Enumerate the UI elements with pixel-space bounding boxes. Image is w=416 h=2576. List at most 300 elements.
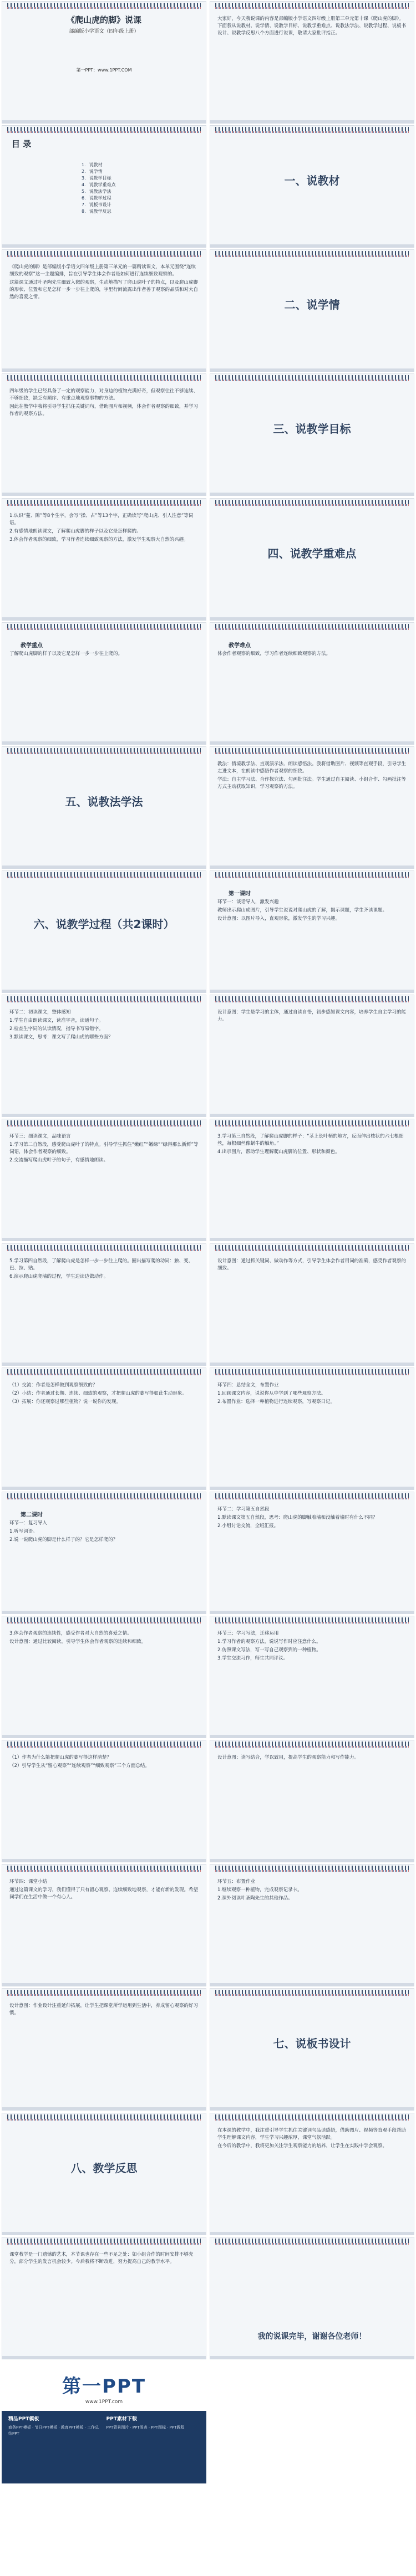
- binding-stripes: [7, 7, 201, 9]
- paragraph: 1.默读课文第五自然段，思考：爬山虎的脚触着墙和没触着墙时有什么不同？: [217, 1514, 378, 1520]
- paragraph: 2.交流描写爬山虎叶子的句子，有感情地朗读。: [9, 1158, 109, 1164]
- slide-14[interactable]: [210, 746, 414, 869]
- paragraph: 1.学习作者的观察方法，说说写作时应注意什么。: [217, 1638, 321, 1645]
- binding-rings: [7, 1866, 201, 1870]
- slide-footer-bar: [210, 990, 414, 993]
- slide-footer-bar: [210, 2356, 414, 2359]
- section-heading: 七、说板书设计: [273, 2037, 351, 2051]
- binding-stripes: [7, 1622, 201, 1624]
- paragraph: 1.认识“蔓、隙”等8个生字，会写“操、占”等13个字，正确读写“爬山虎、引人注意”等词语。: [9, 513, 194, 526]
- paragraph: （2）小结：作者通过长期、连续、细致的观察，才把爬山虎的脚写得如此生动形象。: [9, 1390, 187, 1396]
- slide-content: [217, 139, 407, 242]
- slide-footer-bar: [2, 1487, 206, 1490]
- paragraph: 在今后的教学中，我将更加关注学生观察能力的培养，让学生在实践中学会观察。: [217, 2143, 388, 2149]
- paragraph: 了解爬山虎脚的样子以及它是怎样一步一步往上爬的。: [9, 651, 123, 657]
- binding-rings: [7, 872, 201, 877]
- slide-12[interactable]: [210, 622, 414, 745]
- paragraph: 5.学习第四自然段，了解爬山虎是怎样一步一步往上爬的。圈出描写爬的动词：触、变、巴、拉、贴。: [9, 1258, 194, 1271]
- slide-content: [9, 2001, 199, 2105]
- slide-25[interactable]: [2, 1492, 206, 1614]
- binding-stripes: [215, 752, 409, 754]
- slide-7[interactable]: [2, 373, 206, 496]
- slide-subtitle: 部编版小学语文（四年级上册）: [69, 29, 139, 34]
- binding-rings: [215, 127, 409, 131]
- paragraph: 2.有感情地朗读课文，了解爬山虎脚的样子以及它是怎样爬的。: [9, 528, 141, 534]
- binding-rings: [215, 1742, 409, 1746]
- paragraph: 环节五：布置作业: [217, 1879, 256, 1885]
- slide-footer-bar: [210, 1363, 414, 1366]
- slide-footer-bar: [210, 2107, 414, 2111]
- binding-stripes: [7, 131, 201, 133]
- slide-29[interactable]: [2, 1740, 206, 1862]
- slide-content: [217, 1381, 407, 1484]
- slide-11[interactable]: [2, 622, 206, 745]
- binding-rings: [215, 748, 409, 752]
- slide-footer-bar: [210, 1859, 414, 1862]
- brand-column-title: PPT素材下载: [106, 2416, 137, 2422]
- slide-content: [217, 14, 407, 118]
- slide-30[interactable]: [210, 1740, 414, 1862]
- binding-stripes: [215, 1498, 409, 1499]
- binding-stripes: [215, 2119, 409, 2121]
- slide-content: [217, 636, 407, 739]
- slide-content: [217, 511, 407, 615]
- slide-17[interactable]: [2, 995, 206, 1117]
- paragraph: 1.学生自由朗读课文，读准字音，读通句子。: [9, 1018, 104, 1024]
- paragraph: 学法：自主学习法、合作探究法、勾画批注法。学生通过自主阅读、小组合作、勾画批注等方式主动获取知识，学习观察的方法。: [217, 776, 407, 790]
- slide-content: [9, 263, 199, 366]
- paragraph: 这篇课文通过叶圣陶先生细致入微的观察，生动地描写了爬山虎叶子的特点，以及爬山虎脚的形状、位置和它是怎样一步一步往上爬的，字里行间流露出作者善于观察的品质和对大自然的喜爱之情。: [9, 280, 199, 300]
- slide-19[interactable]: [2, 1119, 206, 1241]
- binding-rings: [215, 1493, 409, 1498]
- toc-item-label: 说教法学法: [89, 189, 111, 194]
- slide-13[interactable]: [2, 746, 206, 869]
- paragraph: 环节一：复习导入: [9, 1520, 48, 1526]
- slide-content: [217, 1629, 407, 1733]
- toc-item-label: 说教学过程: [89, 196, 111, 201]
- slide-footer-bar: [2, 1363, 206, 1366]
- paragraph: 2.课外阅读叶圣陶先生的其他作品。: [217, 1896, 293, 1902]
- slide-content: [9, 1753, 199, 1857]
- paragraph: 设计意图：学生是学习的主体，通过自读自悟，初步感知课文内容，培养学生自主学习的能力。: [217, 1010, 407, 1023]
- paragraph: 1.学习第二自然段，感受爬山虎叶子的特点。引导学生抓住“嫩红”“嫩绿”“绿得那么新鲜”等词语，体会作者观察的细致。: [9, 1142, 199, 1155]
- brand-column-title: 精品PPT模板: [8, 2416, 39, 2422]
- slide-6[interactable]: [210, 249, 414, 372]
- binding-rings: [215, 3, 409, 7]
- slide-footer-bar: [2, 1735, 206, 1738]
- paragraph: 教法：情境教学法、直观演示法、朗读感悟法。我将借助图片、视频等直观手段，引导学生走进文本，在朗读中感悟作者观察的细致。: [217, 761, 407, 774]
- section-heading: 八、教学反思: [70, 2161, 138, 2175]
- paragraph: 3.学生交流习作，师生共同评议。: [217, 1655, 288, 1661]
- slide-3[interactable]: [2, 125, 206, 248]
- slide-content: [217, 2001, 407, 2105]
- binding-stripes: [215, 628, 409, 630]
- slide-content: [9, 884, 199, 987]
- binding-stripes: [215, 877, 409, 878]
- binding-stripes: [7, 504, 201, 506]
- slide-footer-bar: [2, 244, 206, 248]
- toc-number: 8.: [82, 209, 86, 214]
- binding-stripes: [215, 1001, 409, 1002]
- binding-stripes: [7, 1249, 201, 1251]
- slide-content: [217, 1877, 407, 1981]
- binding-stripes: [7, 877, 201, 878]
- slide-footer-bar: [2, 2107, 206, 2111]
- binding-rings: [215, 1245, 409, 1249]
- paragraph: 4.出示图片，帮助学生理解爬山虎脚的位置、形状和颜色。: [217, 1149, 340, 1155]
- slide-26[interactable]: [210, 1492, 414, 1614]
- paragraph: 体会作者观察的细致，学习作者连续细致观察的方法。: [217, 651, 331, 657]
- slide-content: [217, 884, 407, 987]
- slide-15[interactable]: [2, 870, 206, 993]
- toc-item-label: 说教材: [89, 162, 103, 168]
- slide-footer-bar: [2, 120, 206, 124]
- slide-footer-bar: [2, 866, 206, 869]
- slide-content: [9, 1257, 199, 1360]
- slide-footer-bar: [2, 741, 206, 745]
- slide-34[interactable]: [210, 1988, 414, 2111]
- brand-column: [106, 2416, 200, 2437]
- toc-item[interactable]: [82, 195, 116, 202]
- paragraph: 通过这篇课文的学习，我们懂得了只有留心观察、连续细致地观察，才能有新的发现。希望同学们在生活中做一个有心人。: [9, 1887, 199, 1901]
- toc-number: 1.: [82, 162, 86, 168]
- binding-stripes: [215, 1249, 409, 1251]
- toc-number: 2.: [82, 169, 86, 175]
- slide-24[interactable]: [210, 1368, 414, 1490]
- slide-content: [9, 2250, 199, 2354]
- slide-footer-bar: [210, 617, 414, 621]
- slide-content: [217, 760, 407, 863]
- slide-content: [9, 14, 199, 118]
- section-heading: 六、说教学过程（共2课时）: [33, 918, 175, 931]
- slide-footer-bar: [210, 1114, 414, 1117]
- binding-stripes: [215, 255, 409, 257]
- slide-label: 教学重点: [21, 642, 43, 649]
- binding-stripes: [215, 1870, 409, 1872]
- slide-37[interactable]: [2, 2237, 206, 2359]
- brand-column: [8, 2416, 102, 2437]
- binding-stripes: [7, 1001, 201, 1002]
- section-heading: 三、说教学目标: [273, 422, 351, 436]
- slide-8[interactable]: [210, 373, 414, 496]
- binding-rings: [215, 1990, 409, 1994]
- paragraph: 设计意图：通过抓关键词、做动作等方式，引导学生体会作者用词的准确，感受作者观察的细致。: [217, 1258, 407, 1271]
- paragraph: 《爬山虎的脚》是部编版小学语文四年级上册第三单元的一篇精读课文，本单元围绕“连续细致的观察”这一主题编排，旨在引导学生体会作者是如何进行连续细致观察的。: [9, 264, 196, 278]
- slide-footer-bar: [210, 1487, 414, 1490]
- paragraph: 3.默读课文，思考：课文写了爬山虎的哪些方面？: [9, 1035, 113, 1041]
- paragraph: 在本课的教学中，我注重引导学生抓住关键词句品读感悟，借助图片、视频等直观手段帮助学生理解课文内容，学生学习兴趣浓厚，课堂气氛活跃。: [217, 2127, 407, 2140]
- paragraph: （3）拓展：你还观察过哪些植物？说一说你的发现。: [9, 1399, 121, 1405]
- slide-label: 第二课时: [21, 1512, 43, 1518]
- binding-rings: [215, 872, 409, 877]
- slide-10[interactable]: [210, 498, 414, 621]
- binding-stripes: [7, 628, 201, 630]
- slide-content: [217, 2250, 407, 2354]
- paragraph: 3.体会作者观察的细致，学习作者连续细致观察的方法，激发学生观察大自然的兴趣。: [9, 536, 189, 542]
- slide-footer-bar: [2, 1114, 206, 1117]
- binding-rings: [215, 2114, 409, 2119]
- slide-footer-bar: [2, 990, 206, 993]
- binding-rings: [7, 375, 201, 380]
- paragraph: 2.仿照课文写法，写一写自己观察到的一种植物。: [217, 1647, 321, 1653]
- toc-item[interactable]: [82, 175, 116, 182]
- slide-content: [217, 387, 407, 490]
- slide-link: 第一PPT：www.1PPT.COM: [76, 68, 132, 73]
- toc-number: 7.: [82, 202, 86, 208]
- slide-footer-bar: [2, 1238, 206, 1241]
- slide-content: [217, 1505, 407, 1609]
- slide-content: [217, 1008, 407, 1112]
- slide-footer-bar: [2, 1859, 206, 1862]
- binding-stripes: [7, 1994, 201, 1996]
- binding-rings: [215, 375, 409, 380]
- toc-item[interactable]: [82, 202, 116, 208]
- binding-rings: [215, 500, 409, 504]
- slide-content: [217, 1132, 407, 1236]
- paragraph: 1.回顾课文内容，说说你从中学到了哪些观察方法。: [217, 1390, 326, 1396]
- paragraph: 2.检查生字词的认读情况，指导书写易错字。: [9, 1026, 104, 1032]
- binding-rings: [7, 624, 201, 628]
- paragraph: 设计意图：作业设计注重延伸拓展，让学生把课堂所学运用到生活中，养成留心观察的好习惯。: [9, 2003, 199, 2016]
- toc-number: 5.: [82, 189, 86, 194]
- slide-footer-bar: [210, 741, 414, 745]
- binding-rings: [7, 1245, 201, 1249]
- binding-rings: [7, 251, 201, 255]
- slide-21[interactable]: [2, 1243, 206, 1366]
- paragraph: 1.继续观察一种植物，完成观察记录卡。: [217, 1887, 302, 1893]
- binding-stripes: [215, 380, 409, 381]
- section-heading: 五、说教法学法: [65, 795, 143, 808]
- brand-url[interactable]: www.1PPT.com: [85, 2399, 123, 2405]
- binding-stripes: [215, 2243, 409, 2245]
- binding-rings: [7, 996, 201, 1001]
- paragraph: 环节二：初读课文，整体感知: [9, 1010, 71, 1016]
- slide-content: [9, 1132, 199, 1236]
- binding-rings: [215, 2239, 409, 2243]
- slide-footer-bar: [210, 493, 414, 496]
- binding-rings: [7, 127, 201, 131]
- toc-item-label: 说教学重难点: [89, 182, 116, 188]
- slide-footer-bar: [2, 2356, 206, 2359]
- paragraph: 设计意图：通过比较阅读，引导学生体会作者观察的连续和细致。: [9, 1638, 146, 1645]
- binding-rings: [7, 3, 201, 7]
- binding-rings: [7, 1617, 201, 1622]
- slide-content: [217, 2126, 407, 2230]
- slide-content: [9, 1629, 199, 1733]
- binding-rings: [215, 1120, 409, 1125]
- slide-footer-bar: [2, 1983, 206, 1986]
- brand-logo: 第一PPT: [62, 2375, 146, 2398]
- paragraph: 教师出示爬山虎图片，引导学生说说对爬山虎的了解，揭示课题，学生齐读课题。: [217, 908, 388, 914]
- binding-rings: [215, 1369, 409, 1374]
- slide-footer-bar: [210, 1611, 414, 1614]
- toc-title: 目 录: [12, 139, 32, 150]
- slide-36[interactable]: [210, 2113, 414, 2235]
- slide-content: [9, 760, 199, 863]
- paragraph: 1.听写词语。: [9, 1528, 38, 1534]
- slide-38[interactable]: [210, 2237, 414, 2359]
- paragraph: 3.学习第三自然段，了解爬山虎脚的样子：“茎上长叶柄的地方，反面伸出枝状的六七根细丝，每根细丝像蜗牛的触角。”: [217, 1134, 404, 1147]
- slide-20[interactable]: [210, 1119, 414, 1241]
- binding-rings: [7, 748, 201, 752]
- paragraph: 环节三：细读课文，品味语言: [9, 1134, 71, 1140]
- slide-18[interactable]: [210, 995, 414, 1117]
- section-heading: 四、说教学重难点: [267, 546, 357, 560]
- slide-footer-bar: [210, 120, 414, 124]
- paragraph: 课堂教学是一门遗憾的艺术，本节课也存在一些不足之处：如小组合作的时间安排不够充分，部分学生的发言机会较少。今后我将不断改进，努力提高自己的教学水平。: [9, 2251, 194, 2265]
- slide-1[interactable]: [2, 1, 206, 124]
- paragraph: 设计意图：以图片导入，直观形象，激发学生的学习兴趣。: [217, 916, 341, 922]
- slide-content: [9, 636, 199, 739]
- slide-content: [9, 1008, 199, 1112]
- toc-number: 4.: [82, 182, 86, 188]
- binding-stripes: [7, 380, 201, 381]
- paragraph: 环节三：学习写法，迁移运用: [217, 1630, 279, 1636]
- toc-item[interactable]: [82, 162, 116, 168]
- binding-stripes: [7, 255, 201, 257]
- slide-31[interactable]: [2, 1864, 206, 1986]
- binding-rings: [215, 996, 409, 1001]
- closing-text: 我的说课完毕，谢谢各位老师！: [257, 2332, 367, 2341]
- slide-2[interactable]: [210, 1, 414, 124]
- binding-stripes: [215, 7, 409, 9]
- binding-rings: [7, 1493, 201, 1498]
- slide-28[interactable]: [210, 1616, 414, 1738]
- toc-item[interactable]: [82, 208, 116, 215]
- slide-16[interactable]: [210, 870, 414, 993]
- binding-rings: [215, 251, 409, 255]
- binding-stripes: [7, 2119, 201, 2121]
- slide-9[interactable]: [2, 498, 206, 621]
- binding-rings: [215, 624, 409, 628]
- paragraph: 因此在教学中我将引导学生抓住关键词句，借助图片和视频，体会作者观察的细致，并学习作者的观察方法。: [9, 404, 199, 417]
- paragraph: 设计意图：读写结合，学以致用，提高学生的观察能力和写作能力。: [217, 1755, 359, 1761]
- binding-rings: [7, 500, 201, 504]
- slide-content: [9, 2126, 199, 2230]
- slide-22[interactable]: [210, 1243, 414, 1366]
- brand-column-links[interactable]: 商务PPT模板 · 节日PPT模板 · 教育PPT模板 · 工作总结PPT: [8, 2425, 99, 2436]
- slide-content: [9, 1381, 199, 1484]
- slide-footer-bar: [210, 244, 414, 248]
- binding-stripes: [7, 1125, 201, 1126]
- toc-item-label: 说板书设计: [89, 202, 111, 208]
- toc-item-label: 说学情: [89, 169, 103, 175]
- binding-stripes: [7, 752, 201, 754]
- toc-item[interactable]: [82, 188, 116, 195]
- slide-footer-bar: [210, 368, 414, 372]
- slide-footer-bar: [2, 2232, 206, 2235]
- slide-32[interactable]: [210, 1864, 414, 1986]
- paragraph: 四年级的学生已经具备了一定的观察能力，对身边的植物充满好奇，但观察往往不够连续、不够细致，缺乏有顺序、有重点地观察事物的方法。: [9, 388, 199, 402]
- toc-number: 3.: [82, 176, 86, 181]
- slide-footer-bar: [210, 2232, 414, 2235]
- slide-footer-bar: [210, 866, 414, 869]
- binding-stripes: [215, 1994, 409, 1996]
- paragraph: 环节二：学习第五自然段: [217, 1506, 270, 1512]
- toc-list: [82, 162, 116, 215]
- slide-content: [217, 1257, 407, 1360]
- binding-stripes: [7, 2243, 201, 2245]
- binding-rings: [7, 1120, 201, 1125]
- paragraph: 环节四：课堂小结: [9, 1879, 48, 1885]
- binding-rings: [7, 2114, 201, 2119]
- slide-label: 第一课时: [229, 891, 251, 898]
- slide-content: [9, 1505, 199, 1609]
- binding-rings: [215, 1617, 409, 1622]
- paragraph: 2.布置作业：选择一种植物进行连续观察，写观察日记。: [217, 1399, 336, 1405]
- toc-item[interactable]: [82, 168, 116, 175]
- slide-23[interactable]: [2, 1368, 206, 1490]
- binding-stripes: [215, 131, 409, 133]
- binding-stripes: [215, 1374, 409, 1375]
- slide-content: [217, 263, 407, 366]
- slide-content: [9, 511, 199, 615]
- binding-stripes: [7, 1498, 201, 1499]
- binding-stripes: [215, 1622, 409, 1624]
- brand-column-links[interactable]: PPT背景图片 · PPT图表 · PPT图标 · PPT教程: [106, 2425, 185, 2430]
- section-heading: 一、说教材: [284, 174, 340, 188]
- paragraph: 2.说一说爬山虎的脚是什么样子的？它是怎样爬的？: [9, 1537, 118, 1543]
- brand-columns: [8, 2416, 200, 2437]
- toc-item-label: 说教学反思: [89, 209, 111, 214]
- slide-footer-bar: [210, 1983, 414, 1986]
- slide-33[interactable]: [2, 1988, 206, 2111]
- brand-slide[interactable]: [2, 2361, 206, 2483]
- paragraph: （1）作者为什么能把爬山虎的脚写得这样清楚？: [9, 1755, 111, 1761]
- toc-number: 6.: [82, 196, 86, 201]
- slide-27[interactable]: [2, 1616, 206, 1738]
- paragraph: 6.演示爬山虎爬墙的过程，学生边读边做动作。: [9, 1273, 109, 1279]
- toc-item[interactable]: [82, 182, 116, 188]
- slide-title: 《爬山虎的脚》说课: [66, 15, 141, 25]
- slide-4[interactable]: [210, 125, 414, 248]
- slide-content: [9, 139, 199, 242]
- brand-logo-area: [2, 2361, 206, 2411]
- slide-footer-bar: [2, 617, 206, 621]
- binding-stripes: [215, 504, 409, 506]
- binding-rings: [7, 1742, 201, 1746]
- slide-footer-bar: [210, 1238, 414, 1241]
- binding-stripes: [215, 1125, 409, 1126]
- slide-footer-bar: [210, 1735, 414, 1738]
- binding-rings: [7, 2239, 201, 2243]
- paragraph: 环节四：总结全文，布置作业: [217, 1382, 279, 1388]
- slide-label: 教学难点: [229, 642, 251, 649]
- paragraph: 2.小组讨论交流，全班汇报。: [217, 1523, 279, 1529]
- slide-35[interactable]: [2, 2113, 206, 2235]
- paragraph: （1）交流：作者是怎样做到观察细致的？: [9, 1382, 98, 1388]
- slide-footer-bar: [2, 1611, 206, 1614]
- binding-stripes: [7, 1746, 201, 1748]
- paragraph: 环节一：谈话导入，激发兴趣: [217, 899, 279, 905]
- slide-5[interactable]: [2, 249, 206, 372]
- toc-item-label: 说教学目标: [89, 176, 111, 181]
- binding-rings: [7, 1369, 201, 1374]
- slide-content: [9, 1877, 199, 1981]
- slide-content: [9, 387, 199, 490]
- binding-stripes: [7, 1374, 201, 1375]
- slide-footer-bar: [2, 368, 206, 372]
- binding-rings: [7, 1990, 201, 1994]
- paragraph: 3.体会作者观察的连续性，感受作者对大自然的喜爱之情。: [9, 1630, 132, 1636]
- slide-footer-bar: [2, 493, 206, 496]
- paragraph: （2）引导学生从“留心观察”“连续观察”“细致观察”三个方面总结。: [9, 1763, 150, 1769]
- paragraph: 大家好，今天我说课的内容是部编版小学语文四年级上册第三单元第十课《爬山虎的脚》。下面我从说教材、说学情、说教学目标、说教学重难点、说教法学法、说教学过程、说板书设计、说教学反思八个方面进行说课，敬请大家批评指正。: [217, 16, 407, 36]
- binding-rings: [215, 1866, 409, 1870]
- binding-stripes: [215, 1746, 409, 1748]
- section-heading: 二、说学情: [284, 298, 340, 312]
- slide-content: [217, 1753, 407, 1857]
